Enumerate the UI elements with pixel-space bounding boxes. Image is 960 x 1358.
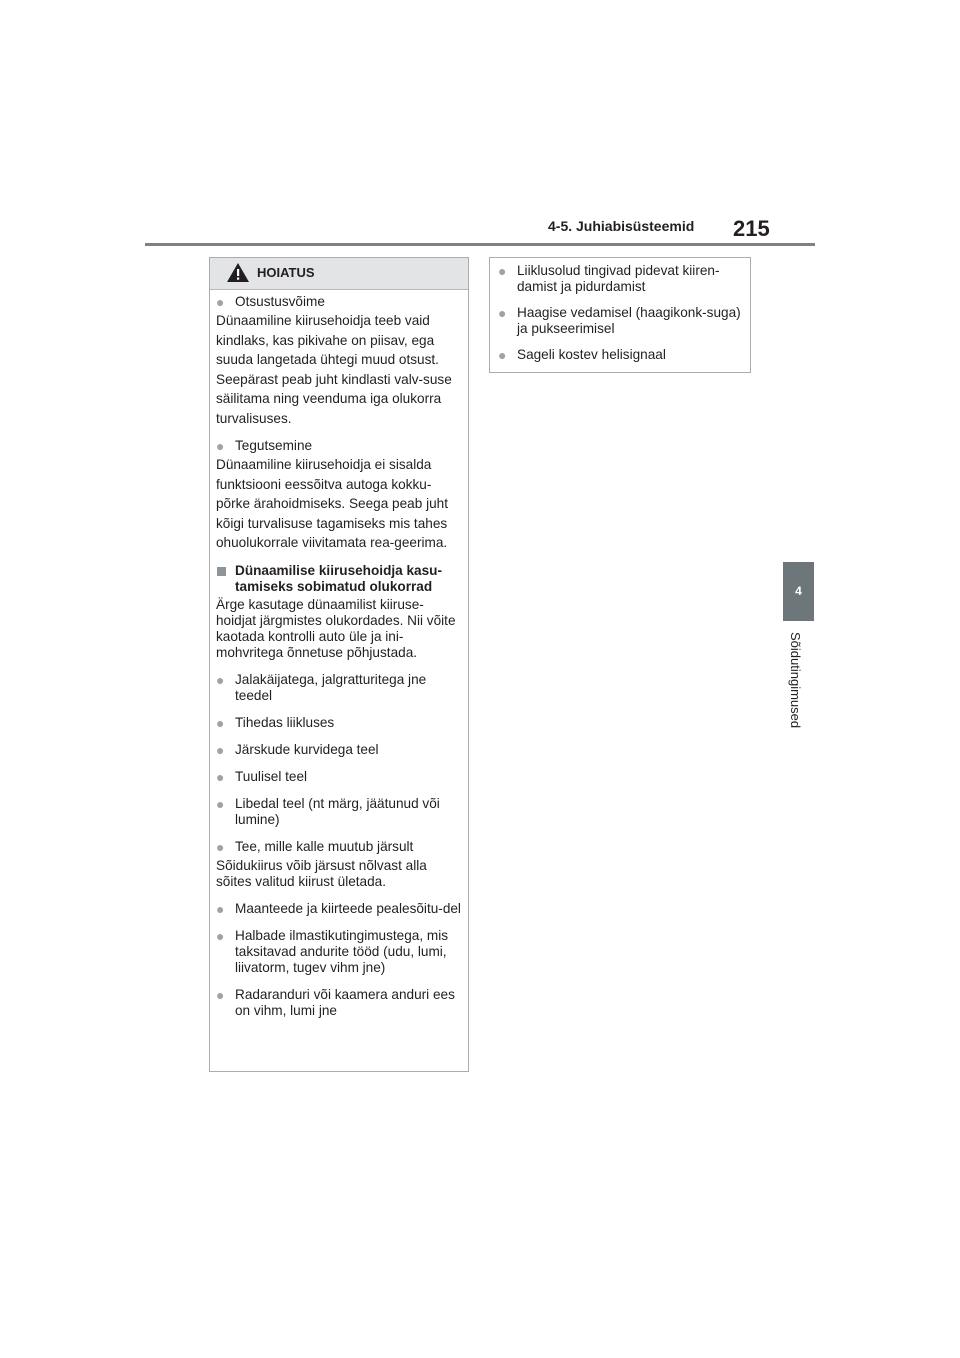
page-number: 215 <box>733 216 770 241</box>
warning-triangle-icon <box>227 263 249 283</box>
header-rule <box>145 243 815 246</box>
bullet-icon: ● <box>216 438 225 454</box>
warning-header <box>210 258 468 290</box>
list-item: ● Liiklusolud tingivad pidevat kiiren-damist ja pidurdamist <box>498 263 720 294</box>
chapter-side-label <box>782 632 812 762</box>
item2-title: Tegutsemine <box>235 438 313 453</box>
bullet-icon: ● <box>498 263 507 279</box>
list-item <box>216 438 461 454</box>
list-item: ● Jalakäijatega, jalgratturitega jne teedel <box>216 671 427 703</box>
item1-title: Otsustusvõime <box>235 294 325 309</box>
bullet-icon: ● <box>216 671 225 688</box>
list-item: ● Haagise vedamisel (haagikonk-suga) ja pukseerimisel <box>498 305 741 336</box>
section-title: 4-5. Juhiabisüsteemid <box>548 218 695 234</box>
list-item: ● Halbade ilmastikutingimustega, mis taksitavad andurite tööd (udu, lumi, liivatorm, tugev vihm jne) <box>216 927 449 975</box>
list-item: ● Sageli kostev helisignaal <box>498 347 666 363</box>
bullet-icon: ● <box>216 768 225 785</box>
continued-body <box>490 258 750 363</box>
bullet-icon: ● <box>216 986 225 1003</box>
warning-title: HOIATUS <box>257 265 315 280</box>
bullet-icon: ● <box>216 795 225 812</box>
bullet-icon: ● <box>216 927 225 944</box>
bullet-icon: ● <box>216 294 225 310</box>
slope-note: Sõidukiirus võib järsust nõlvast alla sõites valitud kiirust ületada. <box>216 857 427 889</box>
item1-text: Dünaamiline kiirusehoidja teeb vaid kindlaks, kas pikivahe on piisav, ega suuda langetada ühtegi muud otsust. Seepärast peab juht kindlasti valv-suse säilitama ning veenduma iga olukorra turvalisuses. <box>216 313 452 426</box>
list-item: ● Tihedas liikluses <box>216 714 335 731</box>
chapter-tab: 4 <box>783 562 814 621</box>
list-item: ● Järskude kurvidega teel <box>216 741 379 758</box>
bullet-icon: ● <box>498 347 507 363</box>
warning-box <box>209 257 469 1072</box>
bullet-icon: ● <box>216 900 225 917</box>
subheading <box>216 563 461 595</box>
square-bullet-icon <box>216 563 235 595</box>
subheading-text: Dünaamilise kiirusehoidja kasu-tamiseks sobimatud olukorrad <box>235 562 442 594</box>
chapter-name: Sõidutingimused <box>788 632 803 729</box>
bullet-icon: ● <box>498 305 507 321</box>
continued-warning-box <box>489 257 751 373</box>
bullet-icon: ● <box>216 741 225 758</box>
bullet-icon: ● <box>216 714 225 731</box>
bullet-icon: ● <box>216 838 225 855</box>
list-item: ● Tee, mille kalle muutub järsult <box>216 838 414 855</box>
list-item: ● Radaranduri või kaamera anduri ees on vihm, lumi jne <box>216 986 455 1018</box>
list-item <box>216 294 461 310</box>
intro-text: Ärge kasutage dünaamilist kiiruse-hoidjat järgmistes olukordades. Nii võite kaotada kontrolli auto üle ja ini-mohvritega õnnetuse põhjustada. <box>216 596 456 660</box>
list-item: ● Maanteede ja kiirteede pealesõitu-del <box>216 900 461 917</box>
item2-text: Dünaamiline kiirusehoidja ei sisalda funktsiooni eessõitva autoga kokku-põrke ärahoidmiseks. Seega peab juht kõigi turvalisuse tagamiseks mis tahes ohuolukorrale viivitamata rea-geerima. <box>216 457 448 550</box>
list-item: ● Libedal teel (nt märg, jäätunud või lumine) <box>216 795 440 827</box>
list-item: ● Tuulisel teel <box>216 768 308 785</box>
warning-body <box>210 290 468 1019</box>
